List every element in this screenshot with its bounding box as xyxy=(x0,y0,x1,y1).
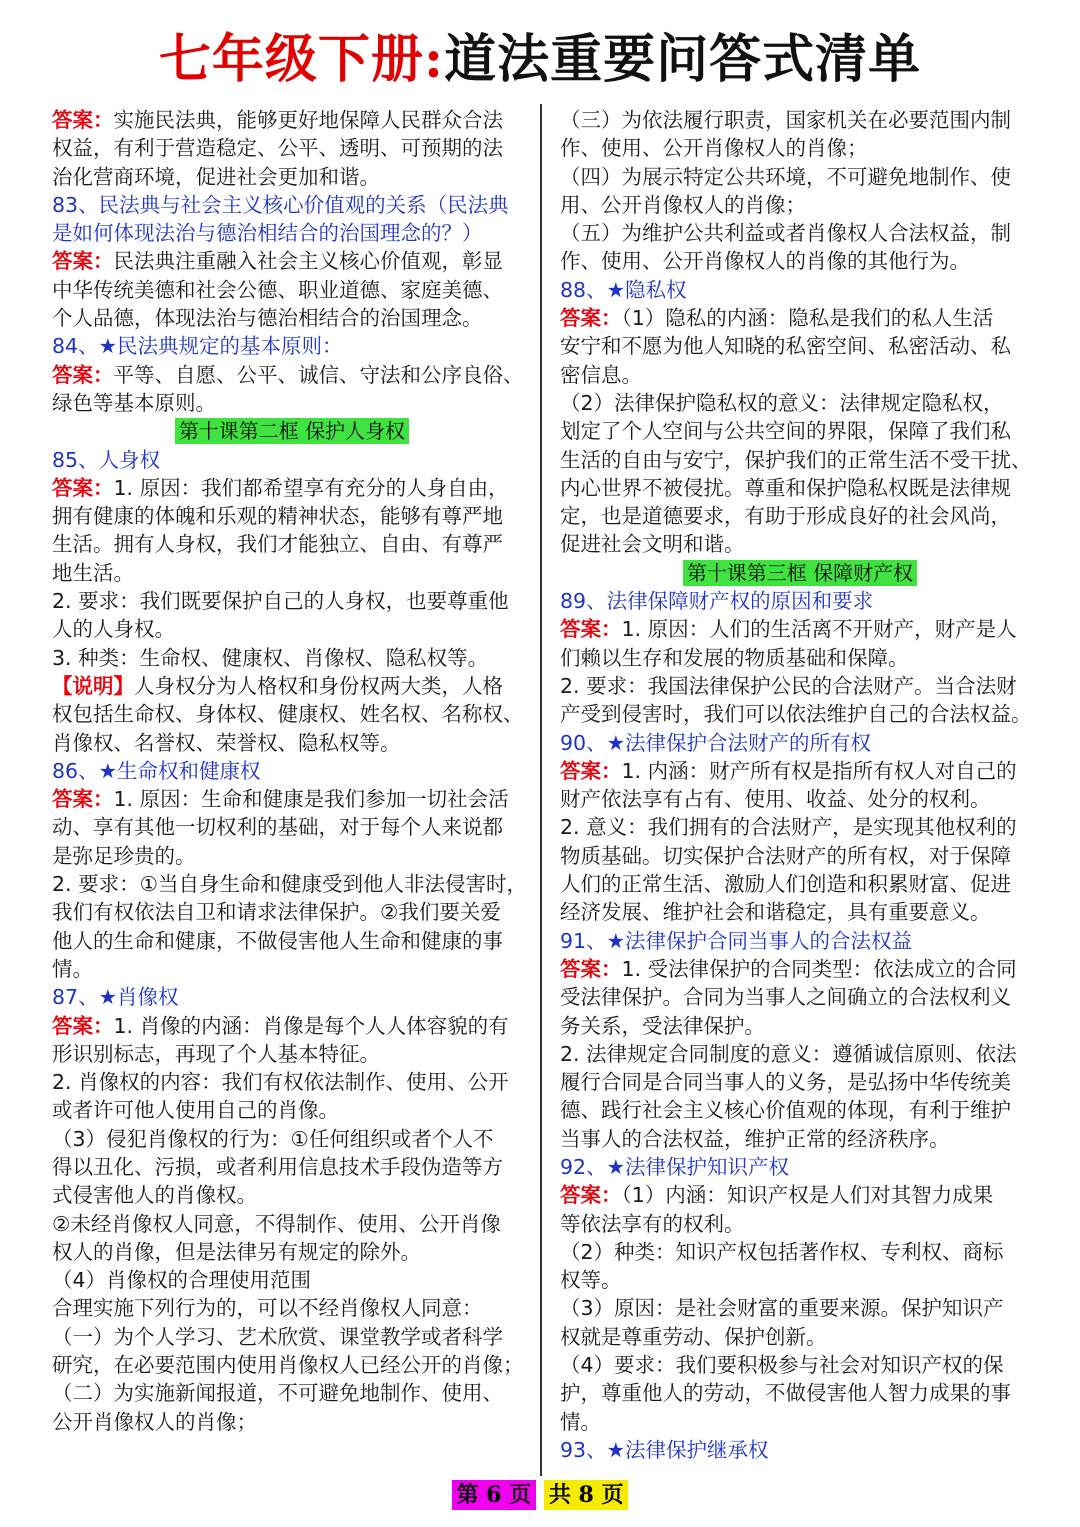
text-line xyxy=(52,1266,532,1294)
text-line xyxy=(560,1408,1040,1436)
line-text: 形识别标志，再现了个人基本特征。 xyxy=(52,1041,380,1066)
text-line xyxy=(560,247,1040,275)
line-text: 受法律保护。合同为当事人之间确立的合法权利义 xyxy=(560,985,1011,1010)
section-heading xyxy=(52,417,532,445)
line-text: （2）法律保护隐私权的意义：法律规定隐私权， xyxy=(560,390,1004,415)
text-line xyxy=(560,417,1040,445)
text-line xyxy=(52,1153,532,1181)
text-line xyxy=(560,361,1040,389)
question-heading xyxy=(52,983,532,1011)
text-line xyxy=(52,1323,532,1351)
line-text: 权就是尊重劳动、保护创新。 xyxy=(560,1324,827,1349)
answer-line xyxy=(560,757,1040,785)
line-text: （4）要求：我们要积极参与社会对知识产权的保 xyxy=(560,1353,1004,1378)
line-text: 研究，在必要范围内使用肖像权人已经公开的肖像； xyxy=(52,1353,524,1378)
line-text: 84、★民法典规定的基本原则： xyxy=(52,334,343,359)
line-text: 85、人身权 xyxy=(52,447,161,472)
answer-line xyxy=(560,1181,1040,1209)
text-line xyxy=(560,1266,1040,1294)
line-text: 务关系，受法律保护。 xyxy=(560,1013,765,1038)
line-text: 91、★法律保护合同当事人的合法权益 xyxy=(560,928,912,953)
line-text: 92、★法律保护知识产权 xyxy=(560,1154,789,1179)
title-grade: 七年级下册: xyxy=(158,29,445,90)
note-label: 【说明】 xyxy=(52,673,134,698)
line-text: 2. 要求：我们既要保护自己的人身权，也要尊重他 xyxy=(52,589,509,614)
line-text: 式侵害他人的肖像权。 xyxy=(52,1183,257,1208)
text-line xyxy=(560,332,1040,360)
text-line xyxy=(52,276,532,304)
line-text: 个人品德，体现法治与德治相结合的治国理念。 xyxy=(52,306,483,331)
line-text: 平等、自愿、公平、诚信、守法和公序良俗、 xyxy=(113,362,524,387)
line-text: ②未经肖像权人同意，不得制作、使用、公开肖像 xyxy=(52,1211,501,1236)
line-text: 治化营商环境，促进社会更加和谐。 xyxy=(52,164,380,189)
line-text: （四）为展示特定公共环境，不可避免地制作、使 xyxy=(560,164,1011,189)
text-line xyxy=(52,813,532,841)
text-line xyxy=(560,163,1040,191)
line-text: （4）肖像权的合理使用范围 xyxy=(52,1268,312,1293)
question-heading xyxy=(52,757,532,785)
line-text: （2）种类：知识产权包括著作权、专利权、商标 xyxy=(560,1239,1004,1264)
text-line xyxy=(52,1294,532,1322)
text-line xyxy=(560,1012,1040,1040)
line-text: 权益，有利于营造稳定、公平、透明、可预期的法 xyxy=(52,136,503,161)
line-text: 财产依法享有占有、使用、收益、处分的权利。 xyxy=(560,787,991,812)
answer-line xyxy=(52,106,532,134)
line-text: 88、★隐私权 xyxy=(560,277,687,302)
text-line xyxy=(52,927,532,955)
text-line xyxy=(560,785,1040,813)
line-text: 权人的肖像，但是法律另有规定的除外。 xyxy=(52,1239,421,1264)
line-text: 2. 要求：①当自身生命和健康受到他人非法侵害时， xyxy=(52,872,527,897)
text-line xyxy=(560,983,1040,1011)
line-text: 动、享有其他一切权利的基础，对于每个人来说都 xyxy=(52,815,503,840)
answer-label: 答案： xyxy=(52,249,114,274)
line-text: 情。 xyxy=(560,1409,601,1434)
line-text: 肖像权、名誉权、荣誉权、隐私权等。 xyxy=(52,730,401,755)
text-line xyxy=(52,559,532,587)
text-line xyxy=(560,870,1040,898)
line-text: 人们的正常生活、激励人们创造和积累财富、促进 xyxy=(560,872,1011,897)
line-text: 93、★法律保护继承权 xyxy=(560,1437,769,1462)
line-text: 作、使用、公开肖像权人的肖像； xyxy=(560,136,868,161)
line-text: 我们有权依法自卫和请求法律保护。②我们要关爱 xyxy=(52,900,501,925)
line-text: 1. 原因：生命和健康是我们参加一切社会活 xyxy=(113,787,509,812)
text-line xyxy=(52,502,532,530)
line-text: 合理实施下列行为的，可以不经肖像权人同意： xyxy=(52,1296,483,1321)
question-heading xyxy=(560,1436,1040,1464)
answer-label: 答案： xyxy=(560,758,622,783)
text-line xyxy=(52,615,532,643)
line-text: （二）为实施新闻报道，不可避免地制作、使用、 xyxy=(52,1381,503,1406)
page-number: 第 6 页 xyxy=(452,1480,537,1510)
text-line xyxy=(560,898,1040,926)
answer-label: 答案： xyxy=(560,1183,622,1208)
text-line xyxy=(560,134,1040,162)
text-line xyxy=(560,813,1040,841)
note-line xyxy=(52,672,532,700)
text-line xyxy=(560,446,1040,474)
line-text: 们赖以生存和发展的物质基础和保障。 xyxy=(560,645,909,670)
line-text: 安宁和不愿为他人知晓的私密空间、私密活动、私 xyxy=(560,334,1011,359)
line-text: 内心世界不被侵扰。尊重和保护隐私权既是法律规 xyxy=(560,475,1011,500)
text-line xyxy=(560,219,1040,247)
line-text: 绿色等基本原则。 xyxy=(52,390,216,415)
line-text: 1. 受法律保护的合同类型：依法成立的合同 xyxy=(621,956,1017,981)
text-line xyxy=(52,389,532,417)
line-text: 护，尊重他人的劳动，不做侵害他人智力成果的事 xyxy=(560,1381,1011,1406)
line-text: （一）为个人学习、艺术欣赏、课堂教学或者科学 xyxy=(52,1324,503,1349)
text-line xyxy=(52,700,532,728)
text-line xyxy=(560,842,1040,870)
text-line xyxy=(560,672,1040,700)
text-line xyxy=(560,106,1040,134)
line-text: 89、法律保障财产权的原因和要求 xyxy=(560,589,874,614)
answer-label: 答案： xyxy=(52,1013,114,1038)
line-text: 促进社会文明和谐。 xyxy=(560,532,745,557)
text-line xyxy=(52,898,532,926)
line-text: 或者许可他人使用自己的肖像。 xyxy=(52,1098,339,1123)
line-text: 经济发展、维护社会和谐稳定，具有重要意义。 xyxy=(560,900,991,925)
line-text: 实施民法典，能够更好地保障人民群众合法 xyxy=(113,108,503,132)
line-text: 拥有健康的体魄和乐观的精神状态，能够有尊严地 xyxy=(52,504,503,529)
line-text: （3）侵犯肖像权的行为：①任何组织或者个人不 xyxy=(52,1126,494,1151)
line-text: （三）为依法履行职责，国家机关在必要范围内制 xyxy=(560,108,1011,132)
line-text: 公开肖像权人的肖像； xyxy=(52,1409,257,1434)
line-text: 人的人身权。 xyxy=(52,617,175,642)
line-text: 86、★生命权和健康权 xyxy=(52,758,261,783)
text-line xyxy=(560,389,1040,417)
line-text: 情。 xyxy=(52,956,93,981)
line-text: 地生活。 xyxy=(52,560,134,585)
text-line xyxy=(52,1210,532,1238)
line-text: 生活。拥有人身权，我们才能独立、自由、有尊严 xyxy=(52,532,503,557)
line-text: 德、践行社会主义核心价值观的体现，有利于维护 xyxy=(560,1098,1011,1123)
question-heading xyxy=(52,191,532,219)
answer-line xyxy=(560,955,1040,983)
line-text: （1）内涵：知识产权是人们对其智力成果 xyxy=(621,1183,994,1208)
line-text: 中华传统美德和社会公德、职业道德、家庭美德、 xyxy=(52,277,503,302)
left-column xyxy=(52,106,532,1436)
line-text: 1. 内涵：财产所有权是指所有权人对自己的 xyxy=(621,758,1017,783)
answer-line xyxy=(560,615,1040,643)
text-line xyxy=(52,530,532,558)
line-text: 2. 法律规定合同制度的意义：遵循诚信原则、依法 xyxy=(560,1041,1017,1066)
answer-label: 答案： xyxy=(52,362,114,387)
text-line xyxy=(52,1125,532,1153)
question-heading xyxy=(52,219,532,247)
question-heading xyxy=(52,332,532,360)
text-line xyxy=(560,1294,1040,1322)
answer-line xyxy=(52,785,532,813)
section-heading-label: 第十课第三框 保障财产权 xyxy=(683,560,917,586)
text-line xyxy=(52,1096,532,1124)
text-line xyxy=(52,1040,532,1068)
line-text: 定，也是道德要求，有助于形成良好的社会风尚， xyxy=(560,504,1011,529)
text-line xyxy=(560,1323,1040,1351)
line-text: 2. 意义：我们拥有的合法财产，是实现其他权利的 xyxy=(560,815,1017,840)
line-text: 人身权分为人格权和身份权两大类，人格 xyxy=(134,673,503,698)
answer-label: 答案： xyxy=(52,475,114,500)
text-line xyxy=(560,1238,1040,1266)
line-text: 生活的自由与安宁，保护我们的正常生活不受干扰、 xyxy=(560,447,1032,472)
answer-line xyxy=(52,361,532,389)
page-footer xyxy=(0,1478,1080,1512)
question-heading xyxy=(560,587,1040,615)
question-heading xyxy=(560,1153,1040,1181)
text-line xyxy=(52,644,532,672)
text-line xyxy=(560,700,1040,728)
line-text: 权包括生命权、身体权、健康权、姓名权、名称权、 xyxy=(52,702,524,727)
line-text: 用、公开肖像权人的肖像； xyxy=(560,192,806,217)
section-heading xyxy=(560,559,1040,587)
text-line xyxy=(560,1351,1040,1379)
line-text: 等依法享有的权利。 xyxy=(560,1211,745,1236)
text-line xyxy=(52,1408,532,1436)
line-text: 他人的生命和健康，不做侵害他人生命和健康的事 xyxy=(52,928,503,953)
line-text: 密信息。 xyxy=(560,362,642,387)
line-text: 1. 原因：人们的生活离不开财产，财产是人 xyxy=(621,617,1017,642)
line-text: （1）隐私的内涵：隐私是我们的私人生活 xyxy=(621,306,994,331)
line-text: 作、使用、公开肖像权人的肖像的其他行为。 xyxy=(560,249,970,274)
text-line xyxy=(560,474,1040,502)
answer-label: 答案： xyxy=(52,787,114,812)
text-line xyxy=(560,530,1040,558)
page-title xyxy=(0,22,1080,98)
answer-label: 答案： xyxy=(560,306,622,331)
text-line xyxy=(52,1238,532,1266)
answer-label: 答案： xyxy=(560,956,622,981)
page-total: 共 8 页 xyxy=(544,1480,629,1510)
question-heading xyxy=(52,446,532,474)
text-line xyxy=(560,502,1040,530)
text-line xyxy=(52,870,532,898)
line-text: 民法典注重融入社会主义核心价值观，彰显 xyxy=(113,249,503,274)
column-divider xyxy=(540,104,542,1476)
text-line xyxy=(52,1068,532,1096)
line-text: 2. 要求：我国法律保护公民的合法财产。当合法财 xyxy=(560,673,1017,698)
text-line xyxy=(52,134,532,162)
text-line xyxy=(560,1068,1040,1096)
line-text: 2. 肖像权的内容：我们有权依法制作、使用、公开 xyxy=(52,1070,509,1095)
line-text: 1. 肖像的内涵：肖像是每个人人体容貌的有 xyxy=(113,1013,509,1038)
text-line xyxy=(560,1379,1040,1407)
question-heading xyxy=(560,927,1040,955)
text-line xyxy=(52,587,532,615)
line-text: 物质基础。切实保护合法财产的所有权，对于保障 xyxy=(560,843,1011,868)
text-line xyxy=(52,955,532,983)
text-line xyxy=(52,304,532,332)
answer-label: 答案： xyxy=(52,108,114,132)
right-column xyxy=(560,106,1040,1464)
question-heading xyxy=(560,276,1040,304)
text-line xyxy=(52,1379,532,1407)
text-line xyxy=(52,1181,532,1209)
line-text: 当事人的合法权益，维护正常的经济秩序。 xyxy=(560,1126,950,1151)
section-heading-label: 第十课第二框 保护人身权 xyxy=(175,418,409,444)
text-line xyxy=(52,729,532,757)
line-text: 履行合同是合同当事人的义务，是弘扬中华传统美 xyxy=(560,1070,1011,1095)
text-line xyxy=(560,644,1040,672)
text-line xyxy=(52,842,532,870)
line-text: （3）原因：是社会财富的重要来源。保护知识产 xyxy=(560,1296,1004,1321)
text-line xyxy=(560,1210,1040,1238)
line-text: 3. 种类：生命权、健康权、肖像权、隐私权等。 xyxy=(52,645,489,670)
answer-line xyxy=(52,1012,532,1040)
line-text: 是弥足珍贵的。 xyxy=(52,843,196,868)
question-heading xyxy=(560,729,1040,757)
text-line xyxy=(52,163,532,191)
line-text: 90、★法律保护合法财产的所有权 xyxy=(560,730,871,755)
line-text: 1. 原因：我们都希望享有充分的人身自由， xyxy=(113,475,509,500)
line-text: 83、民法典与社会主义核心价值观的关系（民法典 xyxy=(52,192,509,217)
answer-label: 答案： xyxy=(560,617,622,642)
text-line xyxy=(560,1040,1040,1068)
line-text: 权等。 xyxy=(560,1268,622,1293)
line-text: 是如何体现法治与德治相结合的治国理念的？） xyxy=(52,221,483,246)
title-subject: 道法重要问答式清单 xyxy=(444,29,922,90)
answer-line xyxy=(52,247,532,275)
answer-line xyxy=(52,474,532,502)
text-line xyxy=(52,1351,532,1379)
answer-line xyxy=(560,304,1040,332)
line-text: 产受到侵害时，我们可以依法维护自己的合法权益。 xyxy=(560,702,1032,727)
line-text: （五）为维护公共利益或者肖像权人合法权益，制 xyxy=(560,221,1011,246)
line-text: 划定了个人空间与公共空间的界限，保障了我们私 xyxy=(560,419,1011,444)
line-text: 87、★肖像权 xyxy=(52,985,179,1010)
text-line xyxy=(560,1125,1040,1153)
text-line xyxy=(560,191,1040,219)
text-line xyxy=(560,1096,1040,1124)
line-text: 得以丑化、污损，或者利用信息技术手段伪造等方 xyxy=(52,1154,503,1179)
